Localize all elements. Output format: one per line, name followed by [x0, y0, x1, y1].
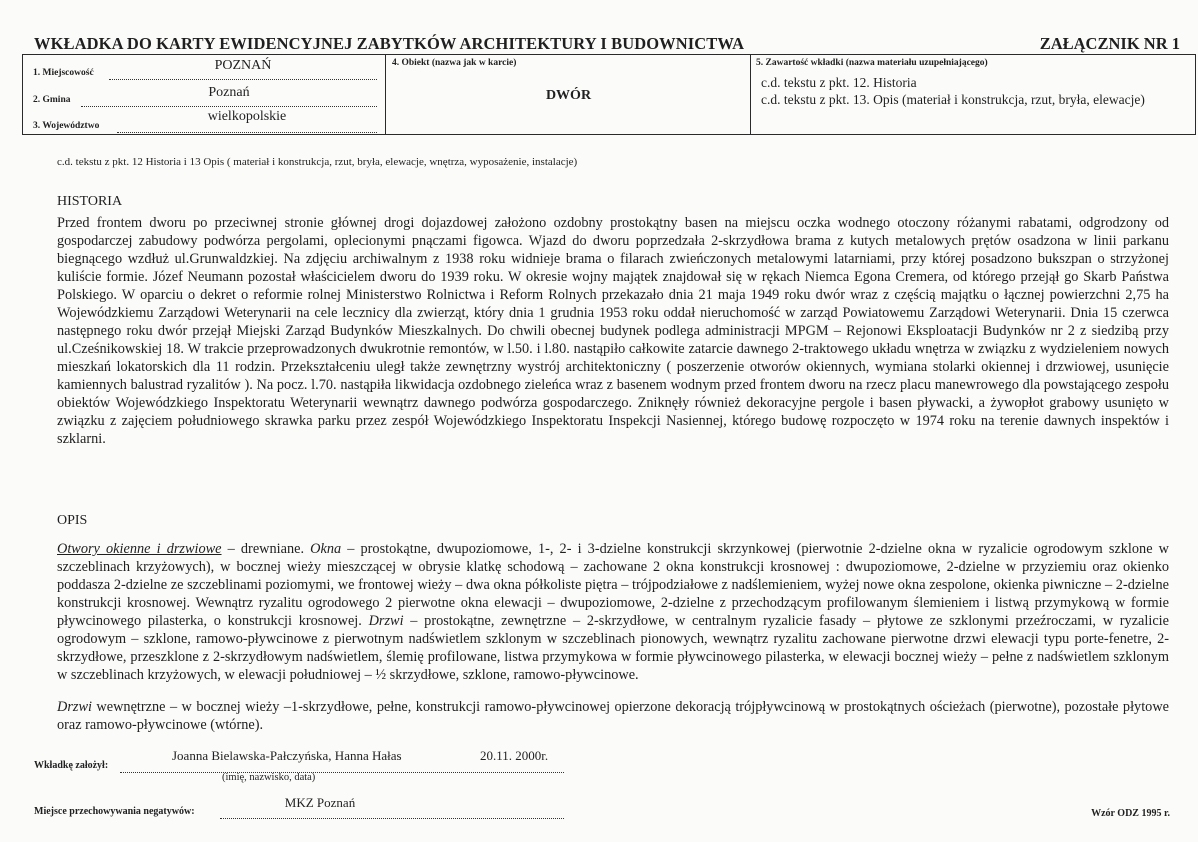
divider	[385, 55, 386, 134]
created-by-label: Wkładkę założył:	[34, 760, 109, 771]
commune-label: 2. Gmina	[33, 95, 71, 105]
interior-doors-text: wewnętrzne – w bocznej wieży –1-skrzydłowe, pełne, konstrukcji ramowo-pływcinowej opierzone dekoracją trójpływcinową w prostokątnych ościeżach (pierwotne), pozostałe płytowe oraz ramowo-pływcinowe (wtórne).	[57, 699, 1169, 733]
doors-text: – prostokątne, zewnętrzne – 2-skrzydłowe, w centralnym ryzalicie fasady – płytowe ze szklonymi przeźroczami, w ryzalicie ogrodowym – szklone, ramowo-pływcinowe z pierwotnym nadświetlem szklonym w szczeblinach pionowych, wewnątrz ryzalitu zachowane pierwotne drzwi elewacji typu porte-fenetre, 2-skrzydłowe, przeszklone z 2-skrzydłowym nadświetlem, ślemię profilowane, listwa przymykowa w formie pływcinowego pilasterka, w elewacji bocznej wieży – pełne z nadświetlem szklonym w szczeblinach krzyżowych, w elewacji południowej – ½ skrzydłowe, szklone, ramowo-pływcinowe.	[57, 613, 1169, 683]
content-line-description: c.d. tekstu z pkt. 13. Opis (materiał i konstrukcja, rzut, bryła, elewacje)	[761, 92, 1145, 107]
windows-term: Okna	[310, 541, 342, 557]
created-by-value: Joanna Bielawska-Pałczyńska, Hanna Hałas	[172, 748, 402, 763]
locality-label: 1. Miejscowość	[33, 68, 94, 78]
commune-value: Poznań	[208, 85, 250, 100]
description-paragraph-interior-doors	[57, 698, 1169, 734]
form-title: WKŁADKA DO KARTY EWIDENCYJNEJ ZABYTKÓW ARCHITEKTURY I BUDOWNICTWA	[34, 34, 745, 53]
interior-doors-term: Drzwi	[57, 699, 92, 715]
attachment-number: ZAŁĄCZNIK NR 1	[1039, 34, 1180, 53]
description-paragraph-openings	[57, 540, 1169, 684]
history-paragraph: Przed frontem dworu po przeciwnej stronie głównej drogi dojazdowej założono ozdobny prostokątny basen na miejscu oczka wodnego otoczony różanymi rabatami, odgrodzony od gospodarczej zabudowy podwórza pergolami, oplecionymi pnączami figowca. Wjazd do dworu poprzedzała 2-skrzydłowa brama z kutych metalowych prętów osadzona w linii parkanu biegnącego wzdłuż ul.Grunwaldzkiej. Na zdjęciu archiwalnym z 1938 roku widnieje brama o filarach zwieńczonych metalowymi latarniami, przy której posadzono bukszpan o strzyżonej kuliście formie. Józef Neumann pozostał właścicielem dworu do 1939 roku. W okresie wojny majątek znajdował się w rękach Niemca Egona Cremera, od którego przejął go Skarb Państwa Polskiego. W oparciu o dekret o reformie rolnej Ministerstwo Rolnictwa i Reform Rolnych przekazało dnia 21 maja 1949 roku dwór wraz z częścią majątku o łącznej powierzchni 2,75 ha Wojewódzkiemu Zarządowi Weterynarii na cele lecznicy dla zwierząt, który dnia 1 grudnia 1953 roku oddał nieruchomość w zarząd Powiatowemu Zarządowi Weterynarii. Dnia 15 czerwca następnego roku dwór przejął Miejski Zarząd Budynków Mieszkalnych. Do chwili obecnej budynek podlega administracji MPGM – Rejonowi Eksploatacji Budynków nr 2 z siedzibą przy ul.Cześnikowskiej 18. W trakcie przeprowadzonych dwukrotnie remontów, w l.50. i l.80. nastąpiło całkowite zatarcie dawnego 2-traktowego układu wnętrza w związku z wydzieleniem nowych mieszkań lokatorskich dla 11 rodzin. Przekształceniu uległ także zewnętrzny wystrój architektoniczny ( poszerzenie otworów okiennych, wymiana stolarki okiennej i drzwiowej, usunięcie kamiennych balustrad ryzalitów ). Na pocz. l.70. nastąpiła likwidacja ozdobnego zieleńca wraz z basenem wodnym przed frontem dworu na rzecz placu manewrowego dla powstającego zespołu obiektów Wojewódzkiego Inspektoratu Weterynarii wewnątrz dawnego podwórza gospodarczego. Zniknęły również dekoracyjne pergole i basen pływacki, a żywopłot grabowy usunięto w związku z zajęciem południowego skrawka parku przez zespół Wojewódzkiego Inspektoratu Inspekcji Nasiennej, którego budowę rozpoczęto w 1974 roku na terenie dawnych inspektów i szklarni.	[57, 215, 1169, 447]
content-label: 5. Zawartość wkładki (nazwa materiału uzupełniającego)	[756, 58, 988, 68]
voivodeship-value: wielkopolskie	[207, 109, 287, 124]
created-by-line	[120, 772, 564, 773]
commune-line	[81, 106, 377, 107]
voivodeship-line	[117, 132, 377, 133]
negatives-line	[220, 818, 564, 819]
negatives-value: MKZ Poznań	[284, 795, 356, 810]
content-line-history: c.d. tekstu z pkt. 12. Historia	[761, 75, 917, 90]
locality-line	[109, 79, 377, 80]
locality-value: POZNAŃ	[214, 58, 272, 73]
created-date: 20.11. 2000r.	[480, 748, 549, 763]
identification-box	[22, 54, 1196, 135]
voivodeship-label: 3. Województwo	[33, 121, 100, 131]
object-value: DWÓR	[545, 88, 592, 103]
negatives-label: Miejsce przechowywania negatywów:	[34, 806, 195, 817]
doors-term: Drzwi	[368, 613, 404, 629]
section-subtitle: c.d. tekstu z pkt. 12 Historia i 13 Opis ( materiał i konstrukcja, rzut, bryła, elewacje, wnętrza, wyposażenie, instalacje)	[57, 156, 578, 168]
object-label: 4. Obiekt (nazwa jak w karcie)	[392, 58, 517, 68]
windows-text: – prostokątne, dwupoziomowe, 1-, 2- i 3-dzielne konstrukcji skrzynkowej (pierwotnie 2-dzielne okna w ryzalicie ogrodowym szklone w szczeblinach krzyżowych), w bocznej wieży mieszczącej w obrysie klatkę schodową – zachowane 2 okna konstrukcji krosnowej : dwupoziomowe, 2-dzielne w przyziemiu oraz okienko poddasza 2-dzielne ze szczeblinami poziomymi, we frontowej wieży – dwa okna półkoliste piętra – trójpodziałowe z nadślemieniem, wyżej nowe okna zespolone, okienka piwniczne – 2-dzielne konstrukcji krosnowej. Wewnątrz ryzalitu ogrodowego 2 pierwotne okna elewacji – dwupoziomowe, 2-dzielne z przechodzącym profilowanym ślemieniem i listwą przymykową w formie pływcinowego pilasterka, o konstrukcji krosnowej.	[57, 541, 1169, 629]
openings-lead: Otwory okienne i drzwiowe	[57, 541, 222, 557]
openings-text: – drewniane.	[221, 541, 311, 557]
divider	[750, 55, 751, 134]
created-by-hint: (imię, nazwisko, data)	[222, 772, 316, 783]
description-heading: OPIS	[57, 513, 88, 528]
template-version: Wzór ODZ 1995 r.	[1091, 808, 1170, 819]
history-heading: HISTORIA	[57, 194, 123, 209]
